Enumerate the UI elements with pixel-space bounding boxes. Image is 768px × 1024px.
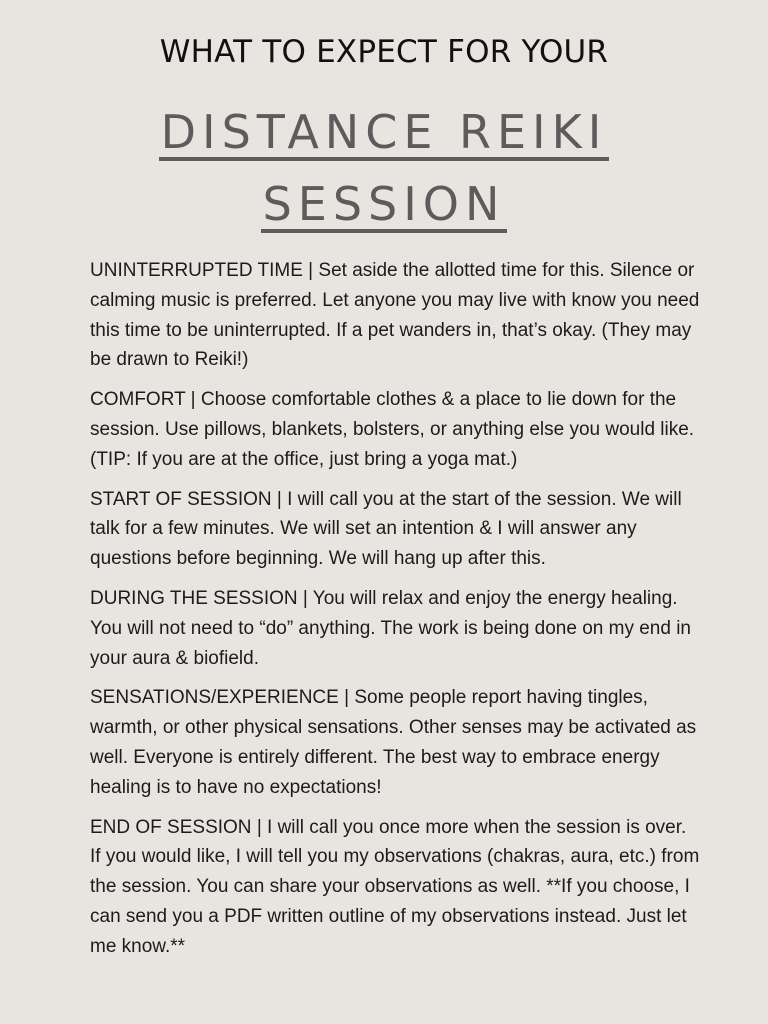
section-end-of-session xyxy=(90,813,702,962)
section-comfort xyxy=(90,385,702,474)
section-text: Set aside the allotted time for this. Silence or calming music is preferred. Let anyone you may live with know you need this time to be uninterrupted. If a pet wanders in, that’s okay. (They may be drawn to Reiki!) xyxy=(90,260,700,371)
section-text: You will relax and enjoy the energy healing. You will not need to “do” anything. The work is being done on my end in your aura & biofield. xyxy=(90,587,691,669)
section-heading: COMFORT xyxy=(90,389,186,411)
section-heading: DURING THE SESSION xyxy=(90,587,298,609)
section-sensations-experience xyxy=(90,683,702,802)
section-heading: SENSATIONS/EXPERIENCE xyxy=(90,687,339,709)
section-heading: END OF SESSION xyxy=(90,816,252,838)
section-heading: START OF SESSION xyxy=(90,488,272,510)
section-separator: | xyxy=(344,687,350,709)
section-uninterrupted-time xyxy=(90,256,702,375)
section-separator: | xyxy=(256,816,262,838)
section-start-of-session xyxy=(90,485,702,574)
section-text: Some people report having tingles, warmth, or other physical sensations. Other senses may be activated as well. Everyone is entirely different. The best way to embrace energy healing is to have no expectations! xyxy=(90,687,697,798)
section-heading: UNINTERRUPTED TIME xyxy=(90,260,303,281)
instructions-body xyxy=(90,256,702,972)
section-separator: | xyxy=(276,488,282,510)
page-title-line-2 xyxy=(0,168,768,240)
section-during-the-session xyxy=(90,584,702,673)
section-separator: | xyxy=(190,389,196,411)
section-text: Choose comfortable clothes & a place to lie down for the session. Use pillows, blankets, bolsters, or anything else you would like. (TIP: If you are at the office, just bring a yoga mat.) xyxy=(90,389,695,470)
section-separator: | xyxy=(302,587,308,609)
section-text: I will call you at the start of the session. We will talk for a few minutes. We will set an intention & I will answer any questions before beginning. We will hang up after this. xyxy=(90,488,682,570)
page-title-line-1 xyxy=(0,96,768,168)
page-header xyxy=(0,30,768,240)
section-text: I will call you once more when the session is over. If you would like, I will tell you my observations (chakras, aura, etc.) from the session. You can share your observations as well. **If you choose, I can send you a PDF written outline of my observations instead. Just let me know.** xyxy=(90,816,700,957)
section-separator: | xyxy=(308,260,314,281)
page-title-text-2: SESSION xyxy=(262,177,506,231)
page-subtitle: WHAT TO EXPECT FOR YOUR xyxy=(159,34,609,70)
page-title-text-1: DISTANCE REIKI xyxy=(160,105,608,159)
